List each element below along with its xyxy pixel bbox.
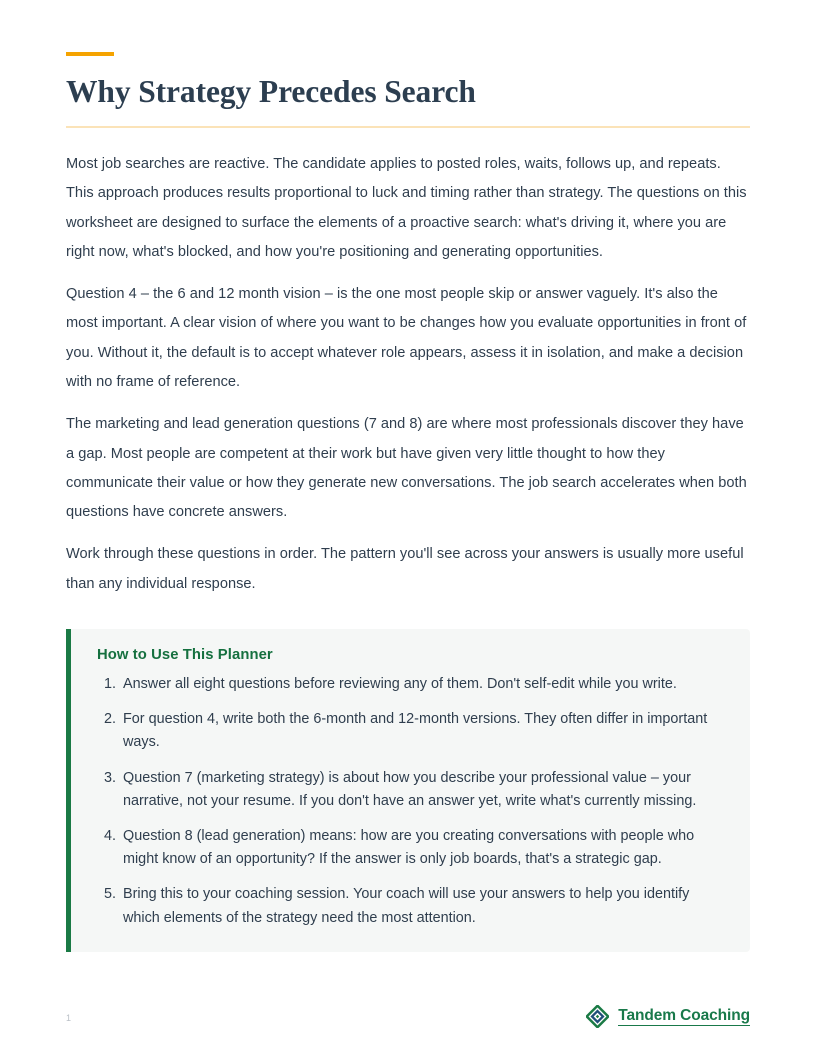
how-to-use-callout <box>66 629 750 952</box>
brand-lockup <box>586 1005 750 1028</box>
title-divider-rule <box>66 126 750 128</box>
list-item: Answer all eight questions before reviewing any of them. Don't self-edit while you write. <box>123 676 677 693</box>
page-footer <box>66 998 750 1028</box>
list-item: For question 4, write both the 6-month and 12-month versions. They often differ in important ways. <box>123 711 708 751</box>
callout-title: How to Use This Planner <box>97 647 273 664</box>
page-number: 1 <box>66 1013 72 1023</box>
page-content <box>66 52 750 952</box>
intro-paragraph-4: Work through these questions in order. The pattern you'll see across your answers is usually more useful than any individual response. <box>66 546 744 592</box>
list-item: Bring this to your coaching session. Your coach will use your answers to help you identify which elements of the strategy need the most attention. <box>123 886 690 926</box>
intro-paragraph-3: The marketing and lead generation questions (7 and 8) are where most professionals discover they have a gap. Most people are competent at their work but have given very little thought to how they communicate their value or how they generate new conversations. The job search accelerates when both questions have concrete answers. <box>66 416 747 521</box>
list-item: Question 8 (lead generation) means: how are you creating conversations with people who might know of an opportunity? If the answer is only job boards, that's a strategic gap. <box>123 828 695 868</box>
list-item: Question 7 (marketing strategy) is about how you describe your professional value – your narrative, not your resume. If you don't have an answer yet, write what's currently missing. <box>123 769 697 809</box>
page-title: Why Strategy Precedes Search <box>66 74 476 109</box>
title-accent-bar <box>66 52 114 56</box>
brand-name: Tandem Coaching <box>618 1007 750 1026</box>
intro-paragraph-1: Most job searches are reactive. The candidate applies to posted roles, waits, follows up, and repeats. This approach produces results proportional to luck and timing rather than strategy. The questions on this worksheet are designed to surface the elements of a proactive search: what's driving it, where you are right now, what's blocked, and how you're positioning and generating opportunities. <box>66 155 747 260</box>
intro-paragraph-2: Question 4 – the 6 and 12 month vision – is the one most people skip or answer vaguely. It's also the most important. A clear vision of where you want to be changes how you evaluate opportunities in front of you. Without it, the default is to accept whatever role appears, assess it in isolation, and make a decision with no frame of reference. <box>66 286 747 390</box>
callout-instruction-list <box>97 673 724 930</box>
tandem-diamond-logo-icon <box>586 1005 609 1028</box>
